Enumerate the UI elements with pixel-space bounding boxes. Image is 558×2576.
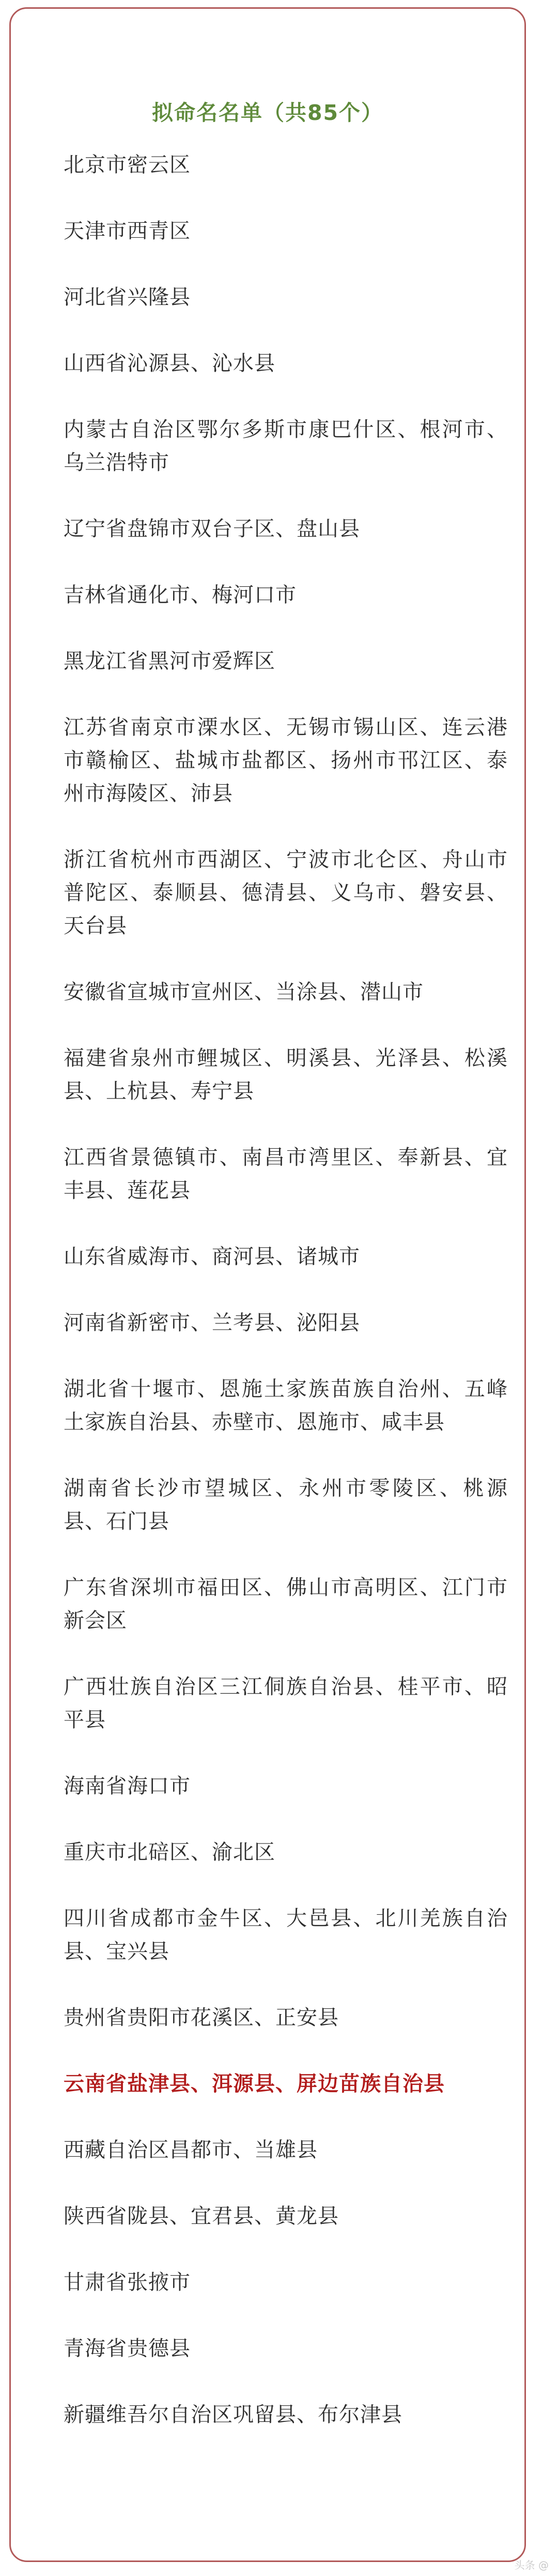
watermark: 头条 @ [514,2559,549,2571]
list-item: 山西省沁源县、沁水县 [64,352,275,375]
list-item-highlighted: 云南省盐津县、洱源县、屏边苗族自治县 [64,2072,445,2096]
list-item: 陕西省陇县、宜君县、黄龙县 [64,2204,339,2228]
list-item: 河北省兴隆县 [64,285,191,309]
list-title: 拟命名名单（共85个） [151,100,384,125]
list-item: 江苏省南京市溧水区、无锡市锡山区、连云港市赣榆区、盐城市盐都区、扬州市邗江区、泰州市海陵区、沛县 [64,715,508,805]
list-item: 山东省威海市、商河县、诸城市 [64,1245,360,1269]
list-item: 湖北省十堰市、恩施土家族苗族自治州、五峰土家族自治县、赤壁市、恩施市、咸丰县 [64,1377,508,1434]
list-item: 吉林省通化市、梅河口市 [64,583,297,607]
list-item: 北京市密云区 [64,153,191,177]
list-item: 黑龙江省黑河市爱辉区 [64,649,275,673]
list-item: 江西省景德镇市、南昌市湾里区、奉新县、宜丰县、莲花县 [64,1146,508,1202]
region-list [64,148,508,2464]
list-item: 福建省泉州市鲤城区、明溪县、光泽县、松溪县、上杭县、寿宁县 [64,1046,508,1103]
list-item: 安徽省宣城市宣州区、当涂县、潜山市 [64,980,424,1004]
list-item: 浙江省杭州市西湖区、宁波市北仑区、舟山市普陀区、泰顺县、德清县、义乌市、磐安县、天台县 [64,848,508,938]
list-item: 海南省海口市 [64,1774,191,1798]
list-item: 广东省深圳市福田区、佛山市高明区、江门市新会区 [64,1576,508,1633]
list-item: 广西壮族自治区三江侗族自治县、桂平市、昭平县 [64,1675,508,1732]
list-item: 甘肃省张掖市 [64,2270,191,2294]
list-item: 西藏自治区昌都市、当雄县 [64,2138,318,2162]
list-item: 内蒙古自治区鄂尔多斯市康巴什区、根河市、乌兰浩特市 [64,418,508,475]
list-item: 辽宁省盘锦市双台子区、盘山县 [64,517,360,541]
list-item: 重庆市北碚区、渝北区 [64,1840,275,1864]
list-item: 河南省新密市、兰考县、泌阳县 [64,1311,360,1335]
list-item: 湖南省长沙市望城区、永州市零陵区、桃源县、石门县 [64,1476,508,1533]
list-item: 青海省贵德县 [64,2337,191,2360]
list-item: 贵州省贵阳市花溪区、正安县 [64,2006,339,2030]
list-item: 四川省成都市金牛区、大邑县、北川羌族自治县、宝兴县 [64,1907,508,1963]
list-item: 天津市西青区 [64,219,191,243]
document-card [9,7,526,2562]
list-item: 新疆维吾尔自治区巩留县、布尔津县 [64,2403,402,2427]
